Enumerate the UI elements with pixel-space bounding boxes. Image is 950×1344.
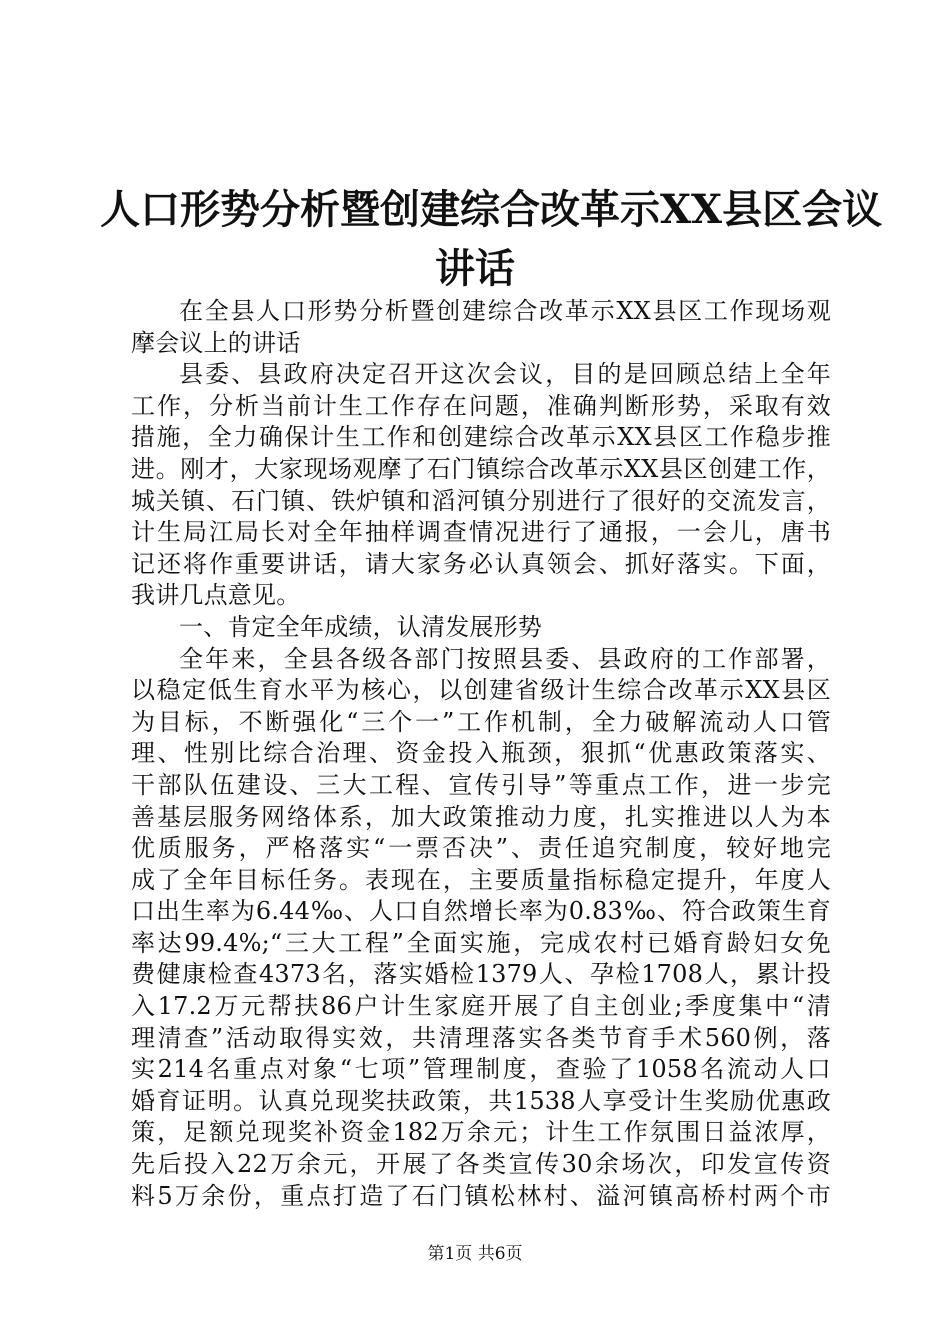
- body-line-18: 优质服务，严格落实“一票否决”、责任追究制度，较好地完: [131, 834, 831, 863]
- section-heading-1: 一、肯定全年成绩，认清发展形势: [179, 612, 542, 641]
- body-line-23: 入17.2万元帮扶86户计生家庭开展了自主创业;季度集中“清: [131, 992, 831, 1021]
- body-line-2: 摩会议上的讲话: [131, 328, 301, 357]
- body-line-26: 婚育证明。认真兑现奖扶政策，共1538人享受计生奖励优惠政: [131, 1086, 831, 1115]
- body-line-3: 县委、县政府决定召开这次会议，目的是回顾总结上全年: [179, 360, 831, 389]
- body-line-22: 费健康检查4373名，落实婚检1379人、孕检1708人，累计投: [131, 960, 831, 989]
- body-line-14: 为目标，不断强化“三个一”工作机制，全力破解流动人口管: [131, 707, 831, 736]
- body-line-5: 措施，全力确保计生工作和创建综合改革示XX县区工作稳步推: [131, 423, 831, 452]
- body-line-15: 理、性别比综合治理、资金投入瓶颈，狠抓“优惠政策落实、: [131, 739, 831, 768]
- body-line-10: 我讲几点意见。: [131, 581, 301, 610]
- body-line-4: 工作，分析当前计生工作存在问题，准确判断形势，采取有效: [131, 391, 831, 420]
- body-line-16: 干部队伍建设、三大工程、宣传引导”等重点工作，进一步完: [131, 770, 831, 799]
- document-body: [131, 296, 831, 1212]
- body-line-12: 全年来，全县各级各部门按照县委、县政府的工作部署，: [179, 644, 831, 673]
- document-title-line2: 讲话: [435, 245, 515, 292]
- document-title-line1: 人口形势分析暨创建综合改革示XX县区会议: [100, 186, 883, 233]
- body-line-29: 料5万余份，重点打造了石门镇松林村、溢河镇高桥村两个市: [131, 1181, 831, 1210]
- body-line-1: 在全县人口形势分析暨创建综合改革示XX县区工作现场观: [179, 297, 831, 325]
- body-line-24: 理清查”活动取得实效，共清理落实各类节育手术560例，落: [131, 1023, 831, 1052]
- body-line-9: 记还将作重要讲话，请大家务必认真领会、抓好落实。下面，: [131, 549, 831, 578]
- body-line-13: 以稳定低生育水平为核心，以创建省级计生综合改革示XX县区: [131, 676, 831, 705]
- body-line-21: 率达99.4%;“三大工程”全面实施，完成农村已婚育龄妇女免: [131, 928, 831, 957]
- body-line-27: 策，足额兑现奖补资金182万余元；计生工作氛围日益浓厚，: [131, 1118, 831, 1147]
- body-line-25: 实214名重点对象“七项”管理制度，查验了1058名流动人口: [131, 1055, 831, 1084]
- body-line-28: 先后投入22万余元，开展了各类宣传30余场次，印发宣传资: [131, 1150, 831, 1179]
- page-number-footer: 第1页 共6页: [427, 1244, 523, 1264]
- body-line-6: 进。刚才，大家现场观摩了石门镇综合改革示XX县区创建工作，: [131, 454, 831, 483]
- body-line-8: 计生局江局长对全年抽样调查情况进行了通报，一会儿，唐书: [131, 518, 831, 547]
- body-line-20: 口出生率为6.44‰、人口自然增长率为0.83‰、符合政策生育: [131, 897, 831, 926]
- body-line-17: 善基层服务网络体系，加大政策推动力度，扎实推进以人为本: [131, 802, 831, 831]
- body-line-7: 城关镇、石门镇、铁炉镇和滔河镇分别进行了很好的交流发言，: [131, 486, 831, 515]
- body-line-19: 成了全年目标任务。表现在，主要质量指标稳定提升，年度人: [131, 865, 831, 894]
